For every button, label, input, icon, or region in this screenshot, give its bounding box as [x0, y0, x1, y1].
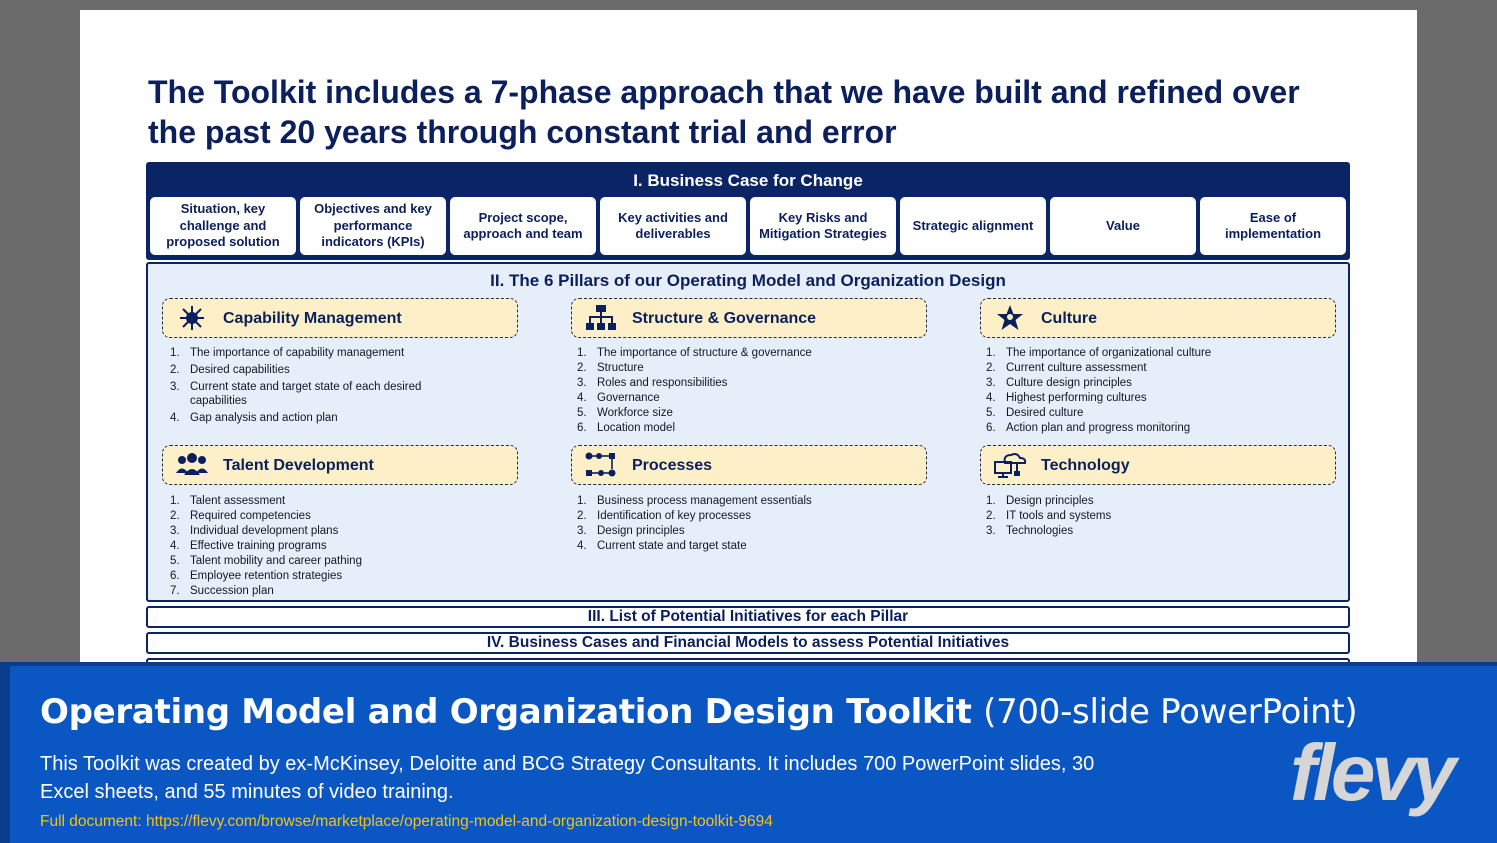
list-item: 1. Business process management essentials — [577, 495, 812, 507]
pillar-processes — [571, 445, 927, 485]
capability-icon — [175, 304, 209, 332]
list-item: 4. Effective training programs — [170, 540, 327, 552]
pillar-item-list — [170, 347, 470, 429]
list-item: 4. Governance — [577, 392, 660, 404]
list-item: 5. Workforce size — [577, 407, 673, 419]
document-title — [40, 692, 1357, 732]
star-people-icon — [993, 304, 1027, 332]
list-item: 1. The importance of structure & governance — [577, 347, 812, 359]
list-item: 2. Current culture assessment — [986, 362, 1147, 374]
list-item: 1. Talent assessment — [170, 495, 286, 507]
list-item: 4. Gap analysis and action plan — [170, 411, 338, 424]
business-case-cells — [150, 197, 1346, 255]
list-item: 3. Current state and target state of each desired capabilities — [170, 381, 422, 407]
pillar-structure-governance — [571, 298, 927, 338]
list-item: 3. Culture design principles — [986, 377, 1132, 389]
pillar-label: Processes — [632, 457, 713, 474]
list-item: 1. The importance of capability management — [170, 347, 405, 359]
process-flow-icon — [584, 451, 618, 479]
list-item: 2. Structure — [577, 362, 644, 374]
phase-cell: Key Risks and Mitigation Strategies — [750, 197, 896, 255]
pillar-label: Technology — [1041, 457, 1130, 474]
list-item: 4. Highest performing cultures — [986, 392, 1147, 404]
people-group-icon — [175, 451, 209, 479]
pillar-capability-management — [162, 298, 518, 338]
list-item: 3. Individual development plans — [170, 525, 339, 537]
section-title: I. Business Case for Change — [633, 171, 863, 190]
phase-cell: Situation, key challenge and proposed solution — [150, 197, 296, 255]
section-title: II. The 6 Pillars of our Operating Model and Organization Design — [490, 271, 1006, 290]
pillar-item-list — [577, 347, 877, 437]
initiatives-section: III. List of Potential Initiatives for each Pillar — [146, 606, 1350, 628]
pillar-item-list — [986, 347, 1286, 437]
list-item: 3. Technologies — [986, 525, 1074, 537]
document-title-format: (700-slide PowerPoint) — [983, 692, 1358, 732]
list-item: 2. Desired capabilities — [170, 364, 290, 376]
list-item: 3. Design principles — [577, 525, 685, 537]
phase-cell: Objectives and key performance indicators (KPIs) — [300, 197, 446, 255]
list-item: 6. Action plan and progress monitoring — [986, 422, 1191, 434]
footer-edge — [0, 666, 10, 843]
list-item: 2. Identification of key processes — [577, 510, 752, 522]
pillar-item-list — [577, 495, 877, 555]
pillar-label: Structure & Governance — [632, 310, 817, 327]
pillar-label: Capability Management — [223, 310, 402, 327]
list-item: 6. Location model — [577, 422, 675, 434]
pillar-culture — [980, 298, 1336, 338]
phase-cell: Project scope, approach and team — [450, 197, 596, 255]
pillar-talent-development — [162, 445, 518, 485]
pillar-item-list — [170, 495, 470, 600]
cloud-computer-icon — [993, 451, 1027, 479]
list-item: 5. Desired culture — [986, 407, 1084, 419]
pillar-label: Talent Development — [223, 457, 374, 474]
list-item: 1. The importance of organizational culture — [986, 347, 1212, 359]
slide — [80, 10, 1417, 665]
pillars-section — [146, 262, 1350, 602]
slide-title: The Toolkit includes a 7-phase approach that we have built and refined over the past 20 years through constant trial and error — [148, 74, 1300, 150]
list-item: 4. Current state and target state — [577, 540, 747, 552]
business-cases-section: IV. Business Cases and Financial Models to assess Potential Initiatives — [146, 632, 1350, 654]
phase-cell: Ease of implementation — [1200, 197, 1346, 255]
phase-cell: Key activities and deliverables — [600, 197, 746, 255]
business-case-section — [146, 162, 1350, 260]
footer-banner — [0, 662, 1497, 843]
phase-cell: Strategic alignment — [900, 197, 1046, 255]
pillar-item-list — [986, 495, 1286, 540]
document-link[interactable]: Full document: https://flevy.com/browse/marketplace/operating-model-and-organization-design-toolkit-9694 — [40, 813, 773, 830]
pillar-technology — [980, 445, 1336, 485]
document-title-main: Operating Model and Organization Design Toolkit — [40, 692, 972, 732]
org-chart-icon — [584, 304, 618, 332]
document-description: This Toolkit was created by ex-McKinsey, Deloitte and BCG Strategy Consultants. It includes 700 PowerPoint slides, 30 Excel sheets, and 55 minutes of video training. — [40, 753, 1095, 803]
list-item: 2. Required competencies — [170, 510, 311, 522]
phase-cell: Value — [1050, 197, 1196, 255]
list-item: 3. Roles and responsibilities — [577, 377, 728, 389]
list-item: 7. Succession plan — [170, 585, 274, 597]
list-item: 5. Talent mobility and career pathing — [170, 555, 362, 567]
flevy-logo: flevy — [1290, 728, 1453, 817]
list-item: 2. IT tools and systems — [986, 510, 1112, 522]
list-item: 1. Design principles — [986, 495, 1094, 507]
pillar-label: Culture — [1041, 310, 1097, 327]
list-item: 6. Employee retention strategies — [170, 570, 343, 582]
